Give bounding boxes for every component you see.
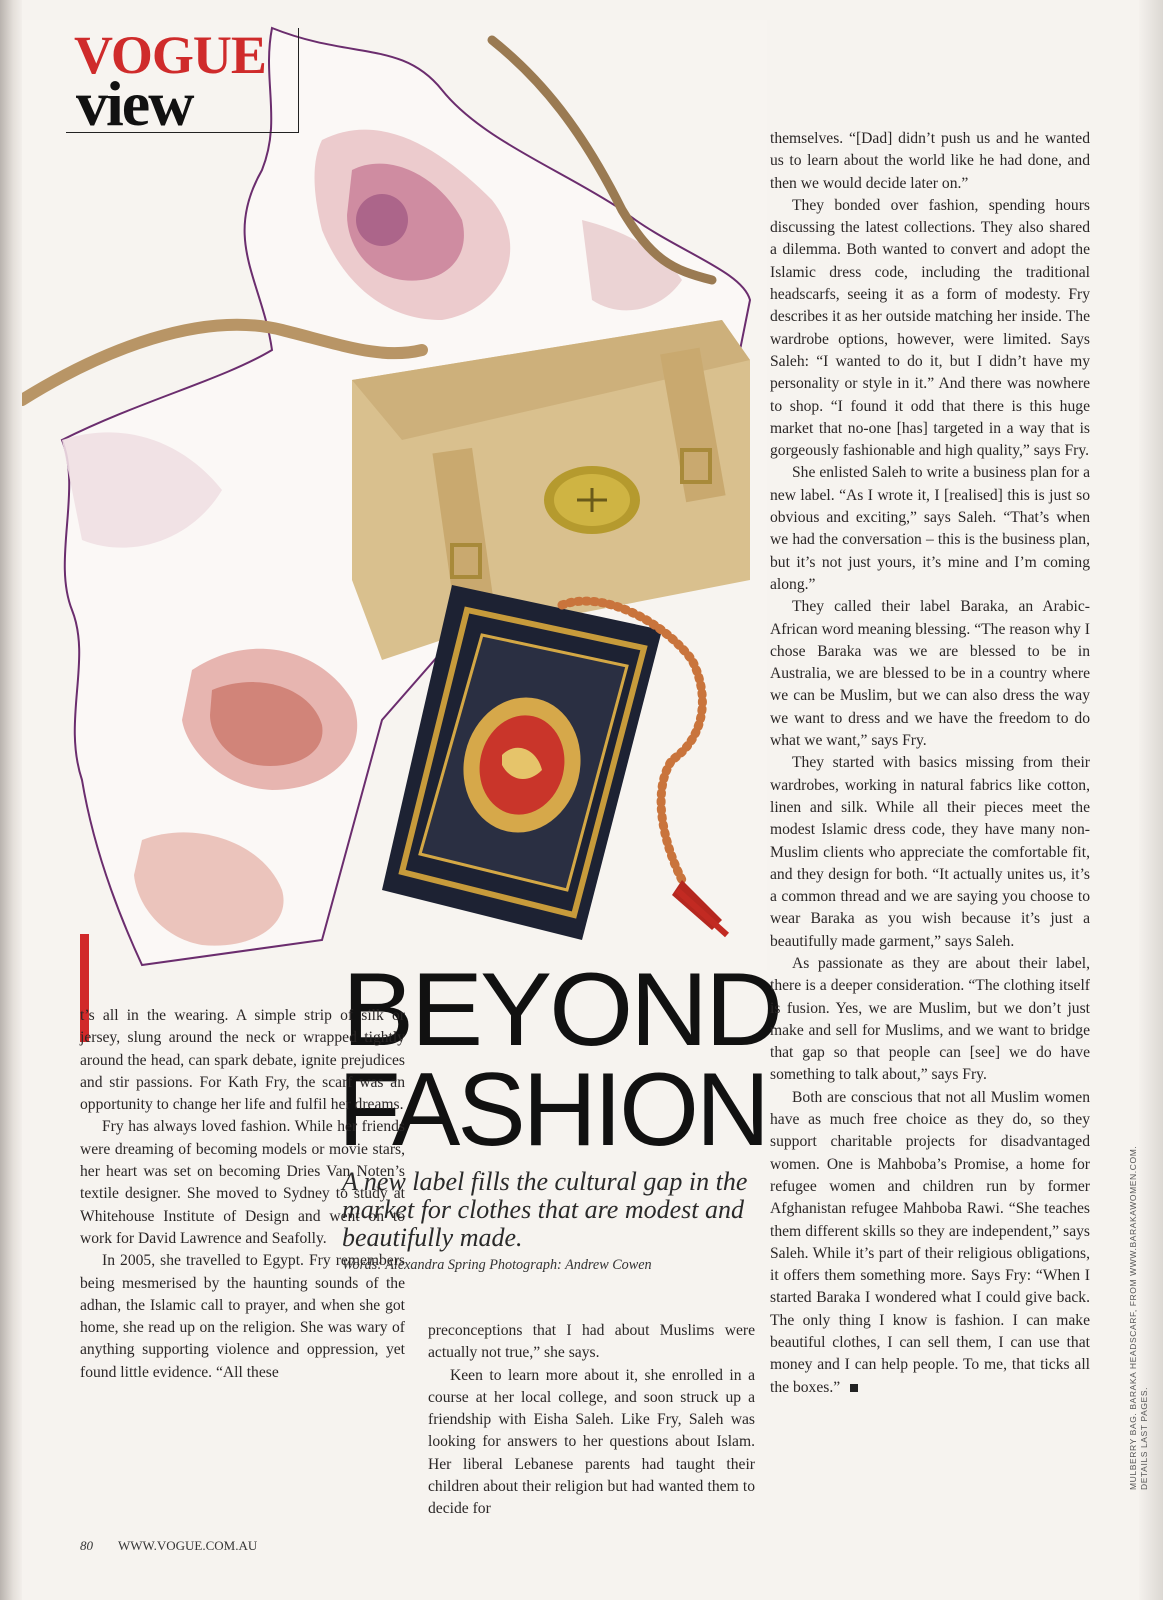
paragraph: They bonded over fashion, spending hours discussing the latest collections. They also shared a dilemma. Both wanted to convert and adopt the Islamic dress code, including the traditional headscarfs, seeing it as a form of modesty. Fry describes it as her outside matching her inside. The wardrobe options, however, were limited. Says Saleh: “I wanted to do it, but I didn’t have my personality or style in it.” And there was nowhere to shop. “I found it odd that there is this huge market that no-one [has] targeted in a way that is gorgeously fashionable and high quality,” says Fry. (770, 196, 1090, 460)
standfirst: A new label fills the cultural gap in the market for clothes that are modest and beautifully made. (342, 1167, 748, 1252)
website-url: WWW.VOGUE.COM.AU (118, 1538, 258, 1553)
headline-line-1: BEYOND (342, 952, 781, 1068)
end-mark-icon (850, 1384, 858, 1392)
article-column-2 (428, 1320, 755, 1521)
headline-line-2: FASHION (338, 1052, 767, 1168)
paragraph: They started with basics missing from their wardrobes, working in natural fabrics like cotton, linen and silk. While all their pieces meet the modest Islamic dress code, they have many non-Muslim clients who appreciate the comfortable fit, and they design for both. “It actually unites us, it’s a common thread and we are saying you choose to wear Baraka as you wish because it’s just a beautifully made garment,” says Saleh. (770, 754, 1090, 950)
paragraph: As passionate as they are about their label, there is a deeper consideration. “The clothing itself is fusion. Yes, we are Muslim, but we don’t just make and sell for Muslims, and we want to bridge that gap so that people can [see] we do have something to talk about,” says Fry. (770, 954, 1090, 1084)
paragraph: t’s all in the wearing. A simple strip of silk or jersey, slung around the neck or wrapped tightly around the head, can spark debate, ignite prejudices and stir passions. For Kath Fry, the scarf was an opportunity to change her life and fulfil her dreams. (80, 1007, 405, 1114)
masthead-view: view (76, 68, 193, 139)
paragraph: Keen to learn more about it, she enrolled in a course at her local college, and soon struck up a friendship with Eisha Saleh. Like Fry, Saleh was looking for answers to her questions about Islam. Her liberal Lebanese parents had taught their children about their religion but had wanted them to decide for (428, 1366, 755, 1518)
still-life-photo (22, 20, 767, 970)
photo-credit-sidebar: MULBERRY BAG. BARAKA HEADSCARF, FROM WWW.BARAKAWOMEN.COM. DETAILS LAST PAGES. (1128, 1145, 1149, 1490)
byline-credits: Words: Alexandra Spring Photograph: Andrew Cowen (342, 1257, 652, 1273)
paragraph: preconceptions that I had about Muslims were actually not true,” she says. (428, 1322, 755, 1362)
masthead-vogue: VOGUE (74, 25, 266, 85)
page-number: 80 (80, 1538, 93, 1553)
paragraph-last (770, 1087, 1090, 1399)
article-column-1 (80, 1005, 405, 1384)
paragraph: Fry has always loved fashion. While her friends were dreaming of becoming models or movie stars, her heart was set on becoming Dries Van Noten’s textile designer. She moved to Sydney to study at Whitehouse Institute of Design and went on to work for David Lawrence and Seafolly. (80, 1118, 405, 1247)
page-gutter (0, 0, 22, 1600)
paragraph: In 2005, she travelled to Egypt. Fry remembers being mesmerised by the haunting sounds of the adhan, the Islamic call to prayer, and when she got home, she read up on the religion. She was wary of anything supporting violence and oppression, yet found little evidence. “All these (80, 1252, 405, 1381)
paragraph-text: Both are conscious that not all Muslim women have as much free choice as they do, so they support charitable projects for disadvantaged women. One is Mahboba’s Promise, a home for refugee women and children run by former Afghanistan refugee Mahboba Rawi. “She teaches them different skills so they are independent,” says Saleh. While it’s part of their religious obligations, it offers them something more. Says Fry: “When I started Baraka I wondered what I could give back. The only thing I know is fashion. I can make beautiful clothes, I can sell them, I can use that money and I can help people. To me, that ticks all the boxes.” (770, 1088, 1090, 1396)
paragraph: themselves. “[Dad] didn’t push us and he wanted us to learn about the world like he had done, and then we would decide later on.” (770, 130, 1090, 192)
folio (80, 1538, 257, 1554)
paragraph: They called their label Baraka, an Arabic-African word meaning blessing. “The reason why I chose Baraka was we are blessed to be in Australia, we are blessed to be in a country where we can be Muslim, but we can also dress the way we want to dress and we have the freedom to do what we want,” says Fry. (770, 598, 1090, 750)
vogue-view-masthead (66, 25, 299, 139)
article-column-3 (770, 128, 1090, 1399)
paragraph: She enlisted Saleh to write a business plan for a new label. “As I wrote it, I [realised] this is just so obvious and exciting,” says Saleh. “That’s when we had the conversation – this is the business plan, but it’s not just yours, it’s mine and I’m coming along.” (770, 464, 1090, 593)
